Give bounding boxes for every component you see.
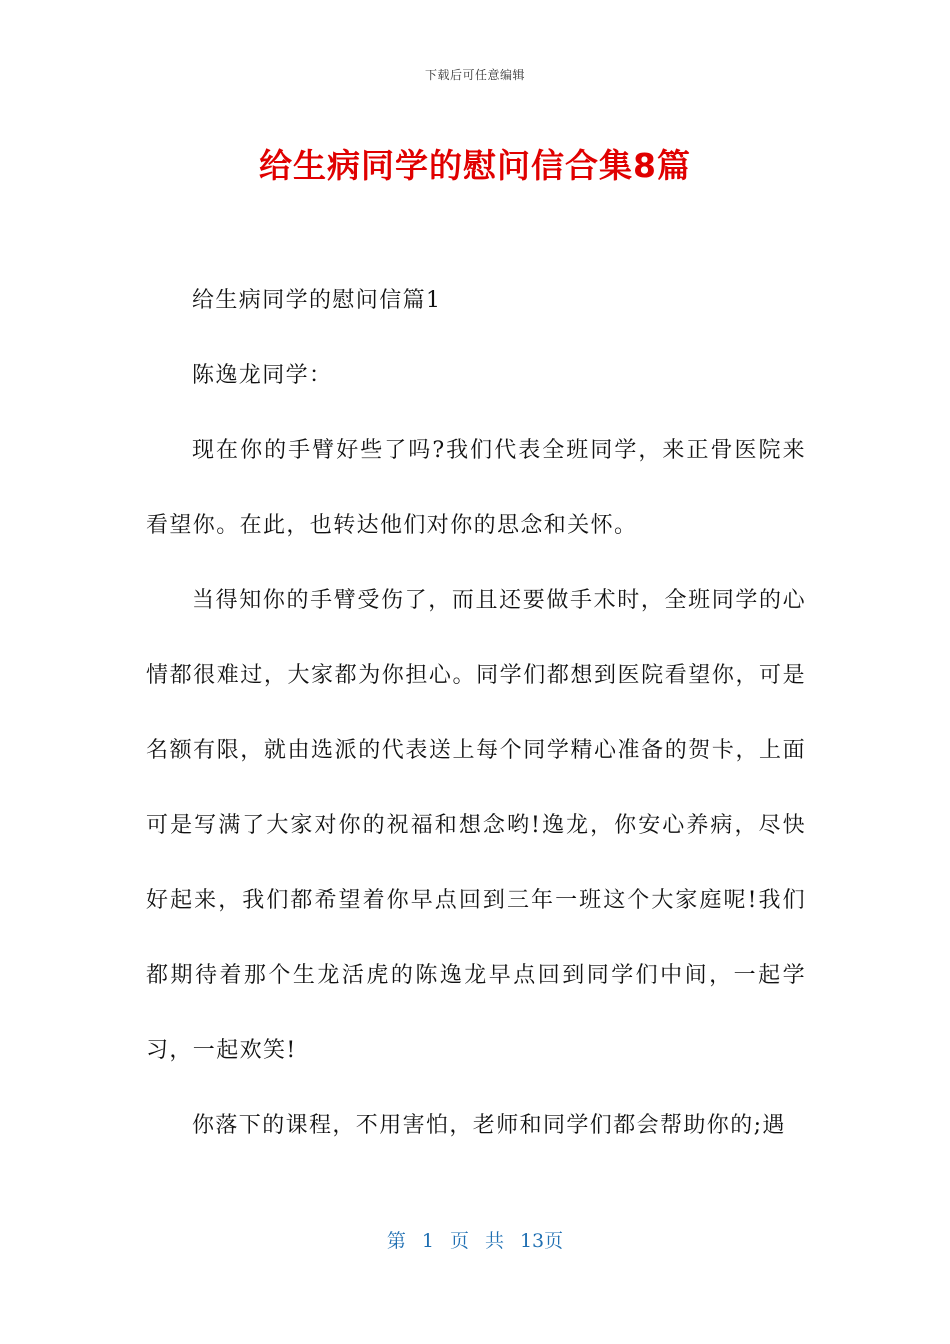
header-note: 下载后可任意编辑	[424, 68, 525, 82]
page-footer	[0, 1226, 950, 1253]
section-heading: 给生病同学的慰问信篇1	[192, 288, 442, 313]
footer-page-word: 页	[449, 1230, 469, 1252]
footer-prefix: 第	[386, 1230, 406, 1252]
footer-current-page: 1	[421, 1230, 434, 1252]
paragraph-2: 当得知你的手臂受伤了，而且还要做手术时，全班同学的心情都很难过，大家都为你担心。同学们都想到医院看望你，可是名额有限，就由选派的代表送上每个同学精心准备的贺卡，上面可是写满了大家对你的祝福和想念哟!逸龙，你安心养病，尽快好起来，我们都希望着你早点回到三年一班这个大家庭呢!我们都期待着那个生龙活虎的陈逸龙早点回到同学们中间，一起学习，一起欢笑!	[146, 588, 806, 1063]
document-title: 给生病同学的慰问信合集8篇	[259, 146, 691, 185]
document-body	[146, 263, 806, 1163]
footer-total-pages: 13页	[519, 1230, 564, 1252]
footer-total-word: 共	[484, 1230, 504, 1252]
paragraph-3: 你落下的课程，不用害怕，老师和同学们都会帮助你的;遇	[192, 1113, 786, 1138]
salutation: 陈逸龙同学：	[192, 363, 333, 388]
paragraph-1: 现在你的手臂好些了吗?我们代表全班同学，来正骨医院来看望你。在此，也转达他们对你的思念和关怀。	[146, 438, 806, 538]
